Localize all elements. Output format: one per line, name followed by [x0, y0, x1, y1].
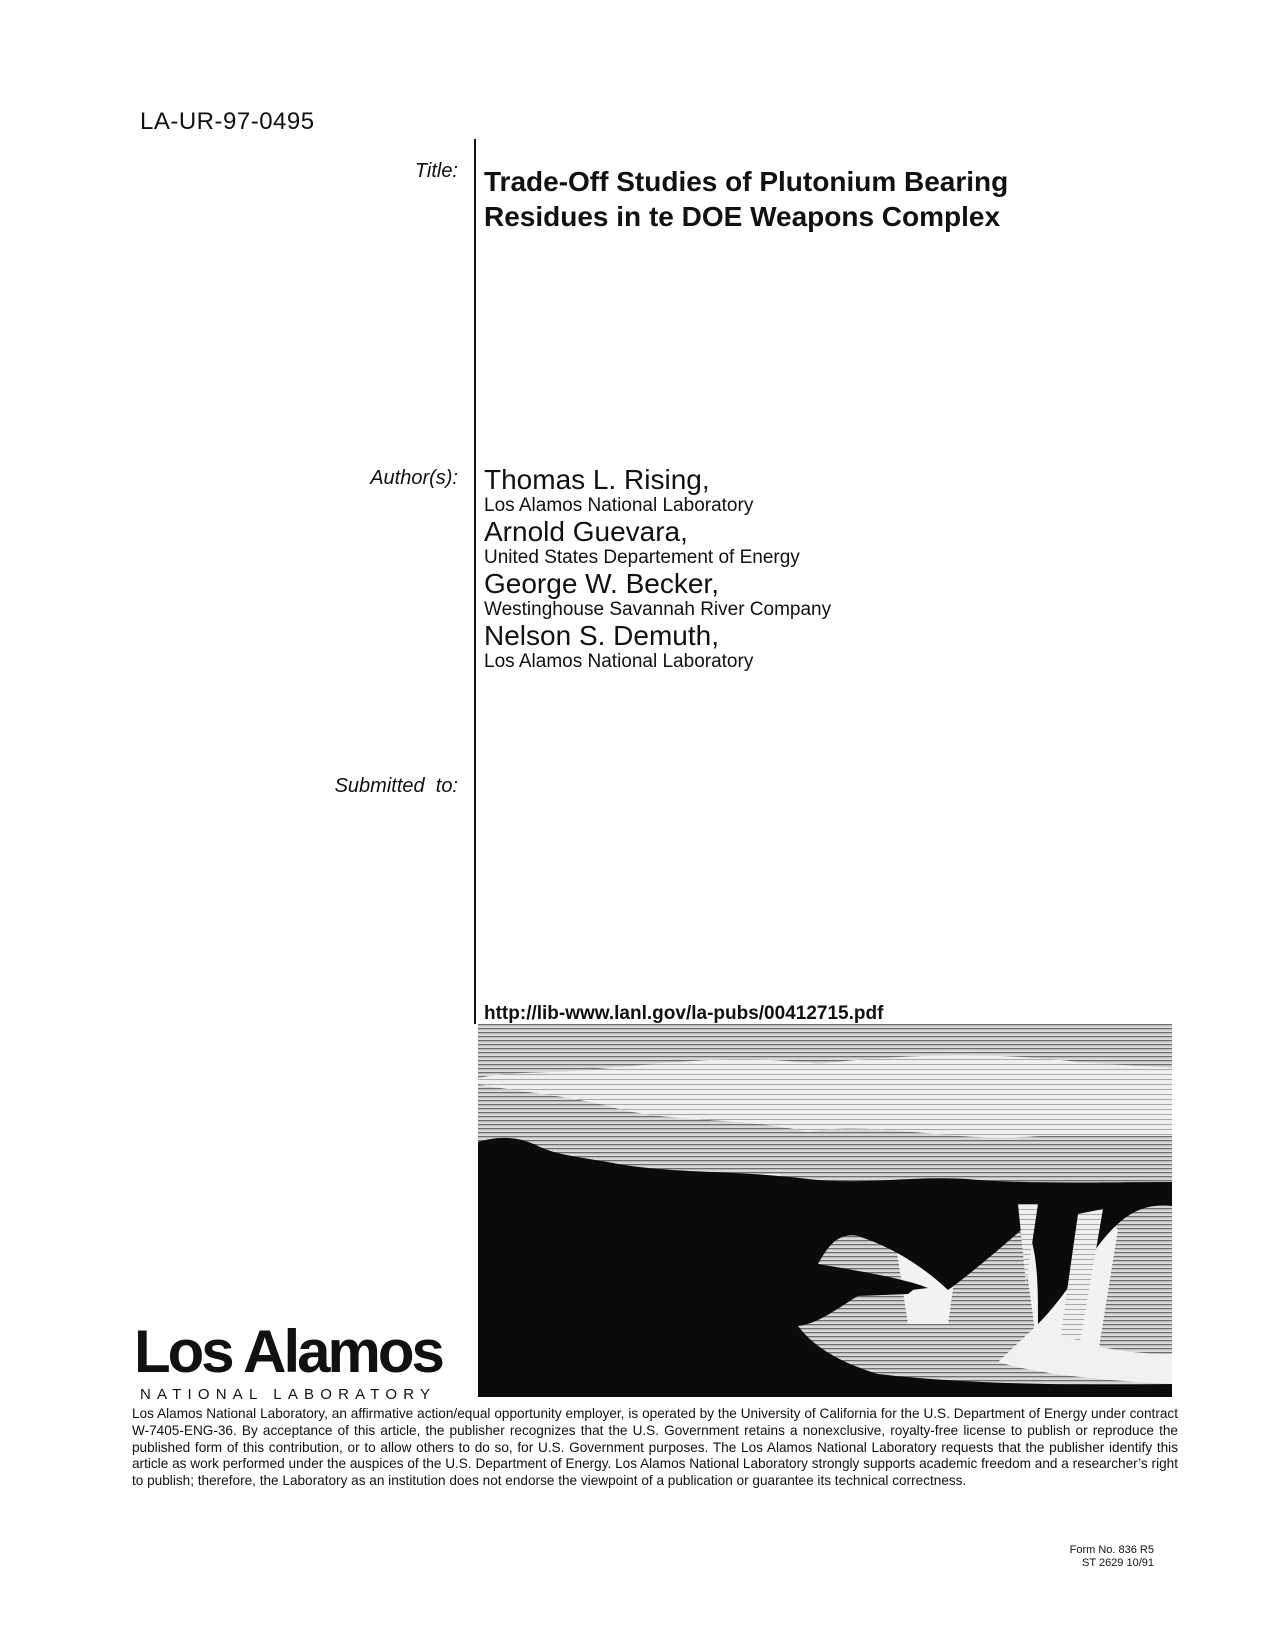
title-line-2: Residues in te DOE Weapons Complex: [484, 201, 1001, 232]
author-name: Nelson S. Demuth,: [484, 620, 719, 651]
title-line-1: Trade-Off Studies of Plutonium Bearing: [484, 166, 1009, 197]
author-name: Thomas L. Rising,: [484, 464, 710, 495]
author-name: George W. Becker,: [484, 568, 719, 599]
disclaimer-text: Los Alamos National Laboratory, an affirmative action/equal opportunity employer, is operated by the University of California for the U.S. Department of Energy under contract W-7405-ENG-36. By acceptance of this article, the publisher recognizes that the U.S. Government retains a nonexclusive, royalty-free license to publish or reproduce the published form of this contribution, or to allow others to do so, for U.S. Government purposes. The Los Alamos National Laboratory requests that the publisher identify this article as work performed under the auspices of the U.S. Department of Energy. Los Alamos National Laboratory strongly supports academic freedom and a researcher’s right to publish; therefore, the Laboratory as an institution does not endorse the viewpoint of a publication or guarantee its technical correctness.: [132, 1406, 1178, 1489]
author-name: Arnold Guevara,: [484, 516, 688, 547]
document-url[interactable]: http://lib-www.lanl.gov/la-pubs/00412715.pdf: [484, 1003, 884, 1024]
form-number: [1000, 1544, 1154, 1570]
landscape-photo: [478, 1024, 1172, 1397]
author-affiliation: Los Alamos National Laboratory: [484, 495, 754, 516]
report-number: LA-UR-97-0495: [140, 108, 315, 135]
lab-logo-subtitle: NATIONAL LABORATORY: [140, 1386, 437, 1403]
submitted-to-label: Submitted to:: [334, 775, 458, 797]
author-list: [484, 465, 831, 673]
author-affiliation: Los Alamos National Laboratory: [484, 651, 754, 672]
form-number-line: Form No. 836 R5: [1069, 1544, 1154, 1556]
vertical-divider: [474, 139, 476, 1024]
author-affiliation: Westinghouse Savannah River Company: [484, 599, 832, 620]
document-title: [484, 164, 1104, 234]
title-label: Title:: [414, 160, 458, 182]
authors-label: Author(s):: [370, 467, 458, 489]
author-affiliation: United States Departement of Energy: [484, 547, 800, 568]
lab-logo: Los Alamos: [134, 1318, 442, 1385]
form-number-line: ST 2629 10/91: [1082, 1557, 1154, 1569]
